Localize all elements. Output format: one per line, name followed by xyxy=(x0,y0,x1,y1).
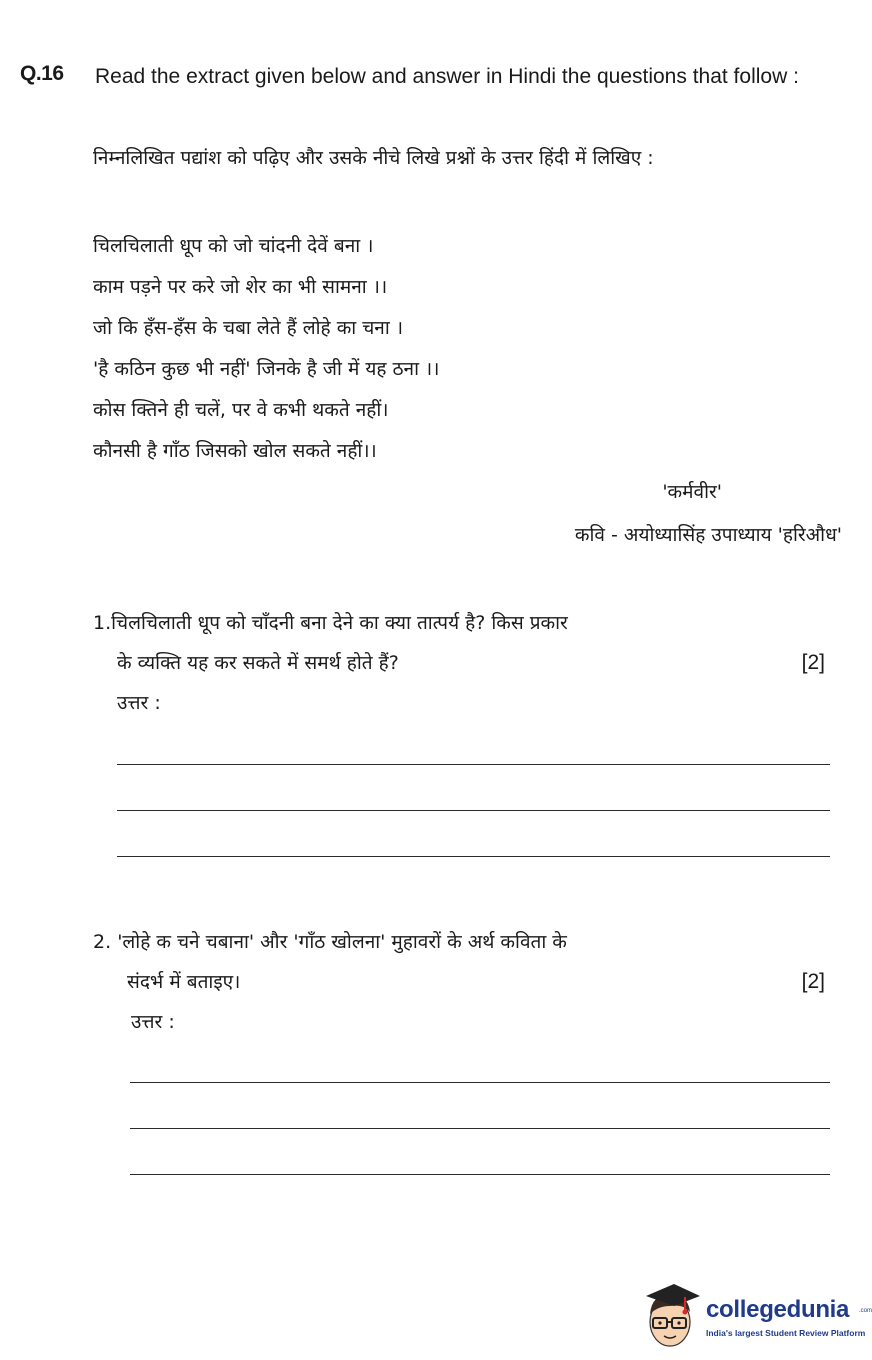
question-text-line-2: संदर्भ में बताइए। xyxy=(127,971,241,993)
poem-line: कौनसी है गाँठ जिसको खोल सकते नहीं।। xyxy=(93,440,377,462)
answer-label: उत्तर : xyxy=(131,1011,175,1033)
poem-line: 'है कठिन कुछ भी नहीं' जिनके है जी में यह ठना ।। xyxy=(93,358,440,380)
question-number: Q.16 xyxy=(20,62,64,85)
poem-title: 'कर्मवीर' xyxy=(662,481,722,503)
marks-label: [2] xyxy=(801,970,825,993)
poem-extract xyxy=(93,226,793,472)
sub-question-2 xyxy=(93,922,833,1042)
question-text-line-2: के व्यक्ति यह कर सकते में समर्थ होते हैं? xyxy=(117,652,399,674)
question-index: 1. xyxy=(93,612,112,634)
answer-label: उत्तर : xyxy=(117,692,161,714)
answer-line[interactable] xyxy=(130,1082,830,1083)
sub-question-1 xyxy=(93,603,833,723)
logo-tagline: India's largest Student Review Platform xyxy=(706,1328,866,1338)
poem-line: कोस क्तिने ही चलें, पर वे कभी थकते नहीं। xyxy=(93,399,389,421)
collegedunia-logo[interactable] xyxy=(640,1282,870,1352)
poem-line: काम पड़ने पर करे जो शेर का भी सामना ।। xyxy=(93,276,388,298)
answer-line[interactable] xyxy=(117,856,830,857)
answer-line[interactable] xyxy=(117,810,830,811)
poem-line: जो कि हँस-हँस के चबा लेते हैं लोहे का चना । xyxy=(93,317,404,339)
student-mascot-icon xyxy=(640,1282,702,1352)
marks-label: [2] xyxy=(801,651,825,674)
poem-line: चिलचिलाती धूप को जो चांदनी देवें बना । xyxy=(93,235,374,257)
question-text-line-1: चिलचिलाती धूप को चाँदनी बना देने का क्या तात्पर्य है? किस प्रकार xyxy=(111,612,568,634)
instruction-english: Read the extract given below and answer in Hindi the questions that follow : xyxy=(95,65,799,88)
logo-wordmark: collegedunia xyxy=(706,1296,850,1323)
logo-domain-suffix: .com xyxy=(859,1308,872,1314)
answer-line[interactable] xyxy=(130,1174,830,1175)
answer-line[interactable] xyxy=(130,1128,830,1129)
instruction-hindi: निम्नलिखित पद्यांश को पढ़िए और उसके नीचे लिखे प्रश्नों के उत्तर हिंदी में लिखिए : xyxy=(93,147,654,169)
poem-poet: कवि - अयोध्यासिंह उपाध्याय 'हरिऔध' xyxy=(574,524,842,546)
answer-line[interactable] xyxy=(117,764,830,765)
question-index: 2. xyxy=(93,931,112,953)
question-text-line-1: 'लोहे क चने चबाना' और 'गाँठ खोलना' मुहावरों के अर्थ कविता के xyxy=(117,931,567,953)
